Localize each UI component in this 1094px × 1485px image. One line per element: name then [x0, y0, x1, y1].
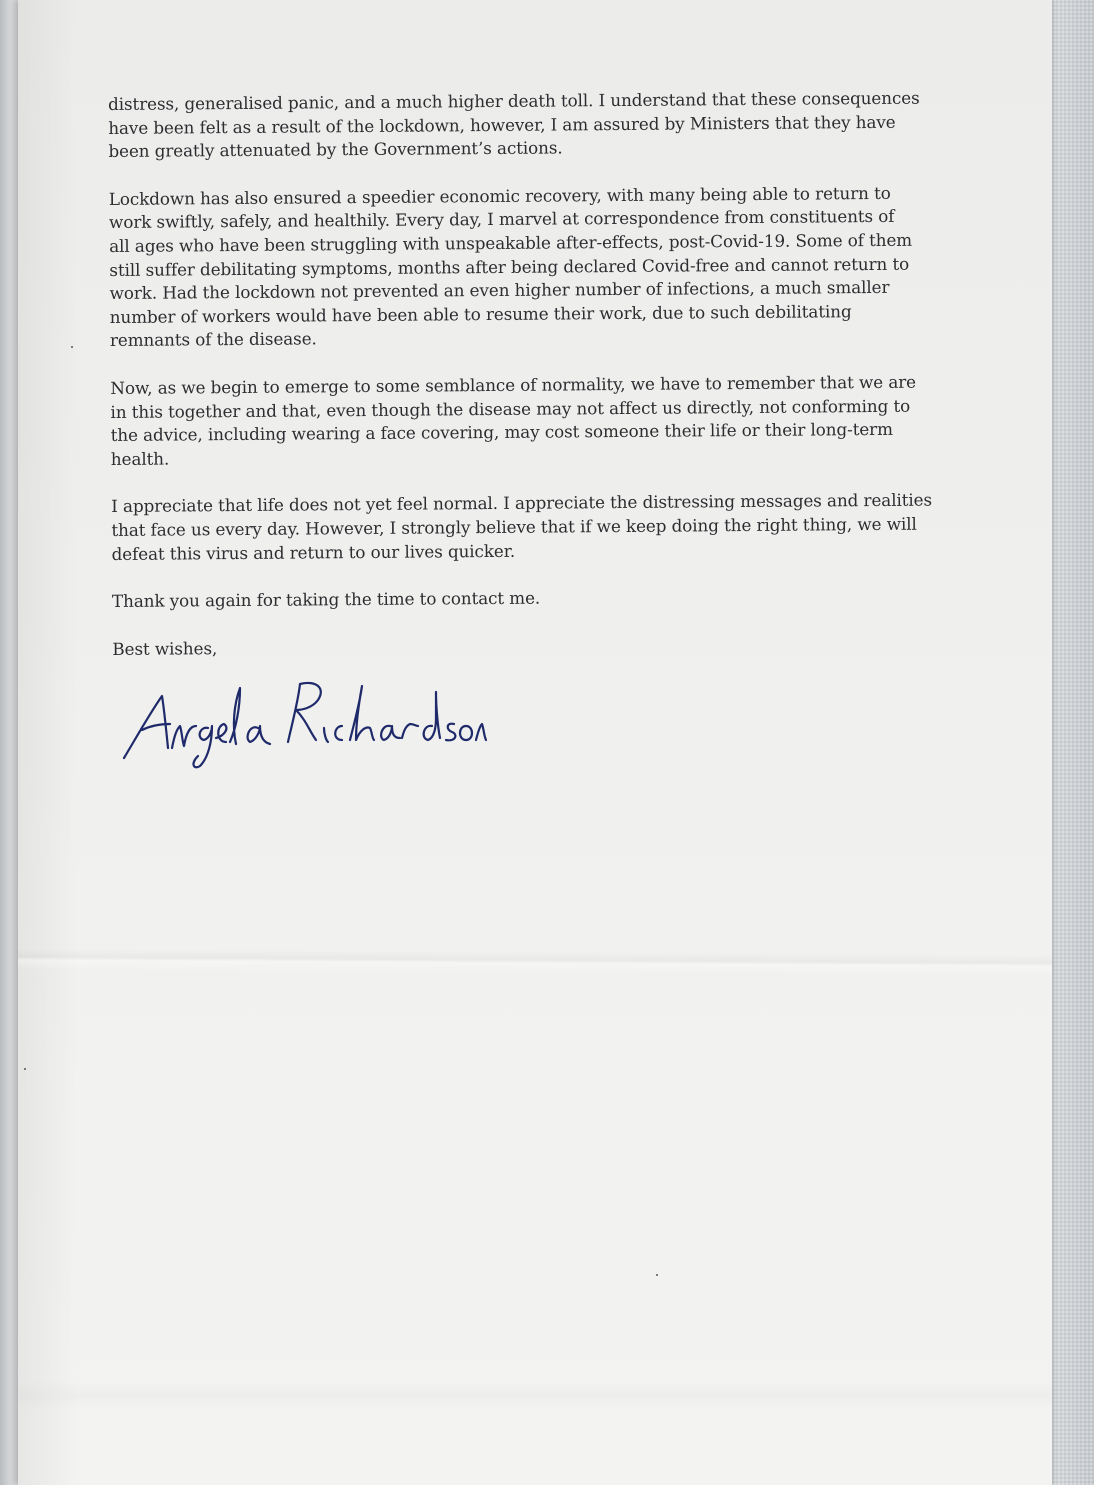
text-line: number of workers would have been able to resume their work, due to such debilitating — [109, 300, 852, 327]
paragraph — [112, 584, 942, 614]
text-line: health. — [110, 448, 170, 469]
letter-body — [108, 86, 943, 683]
background-surface — [1050, 0, 1094, 1485]
text-line: have been felt as a result of the lockdown, however, I am assured by Ministers that they have — [108, 111, 896, 138]
text-line: defeat this virus and return to our lives quicker. — [111, 540, 516, 564]
paragraph — [110, 370, 941, 471]
text-line: Lockdown has also ensured a speedier economic recovery, with many being able to return to — [108, 182, 891, 209]
text-line: distress, generalised panic, and a much higher death toll. I understand that these consequences — [108, 87, 920, 114]
text-line: the advice, including wearing a face covering, may cost someone their life or their long-term — [110, 418, 893, 446]
text-line: remnants of the disease. — [109, 328, 317, 351]
paper-fold — [18, 948, 1052, 976]
text-line: Thank you again for taking the time to contact me. — [111, 587, 541, 612]
paragraph — [108, 86, 939, 163]
text-line: work swiftly, safely, and healthily. Every day, I marvel at correspondence from constituents of — [108, 206, 895, 233]
text-line: that face us every day. However, I strongly believe that if we keep doing the right thing, we will — [111, 513, 917, 540]
text-line: in this together and that, even though the disease may not affect us directly, not conforming to — [110, 395, 911, 422]
text-line: Now, as we begin to emerge to some semblance of normality, we have to remember that we are — [110, 371, 917, 398]
text-line: all ages who have been struggling with unspeakable after-effects, post-Covid-19. Some of them — [109, 229, 913, 256]
closing-salutation: Best wishes, — [112, 637, 218, 659]
text-line: been greatly attenuated by the Government’s actions. — [108, 137, 563, 162]
paragraph — [109, 181, 940, 353]
text-line: work. Had the lockdown not prevented an even higher number of infections, a much smaller — [109, 277, 890, 304]
signature-image — [120, 668, 490, 778]
text-line: I appreciate that life does not yet feel normal. I appreciate the distressing messages and realities — [111, 489, 933, 517]
paragraph — [111, 489, 942, 566]
text-line: still suffer debilitating symptoms, months after being declared Covid-free and cannot return to — [109, 253, 910, 280]
